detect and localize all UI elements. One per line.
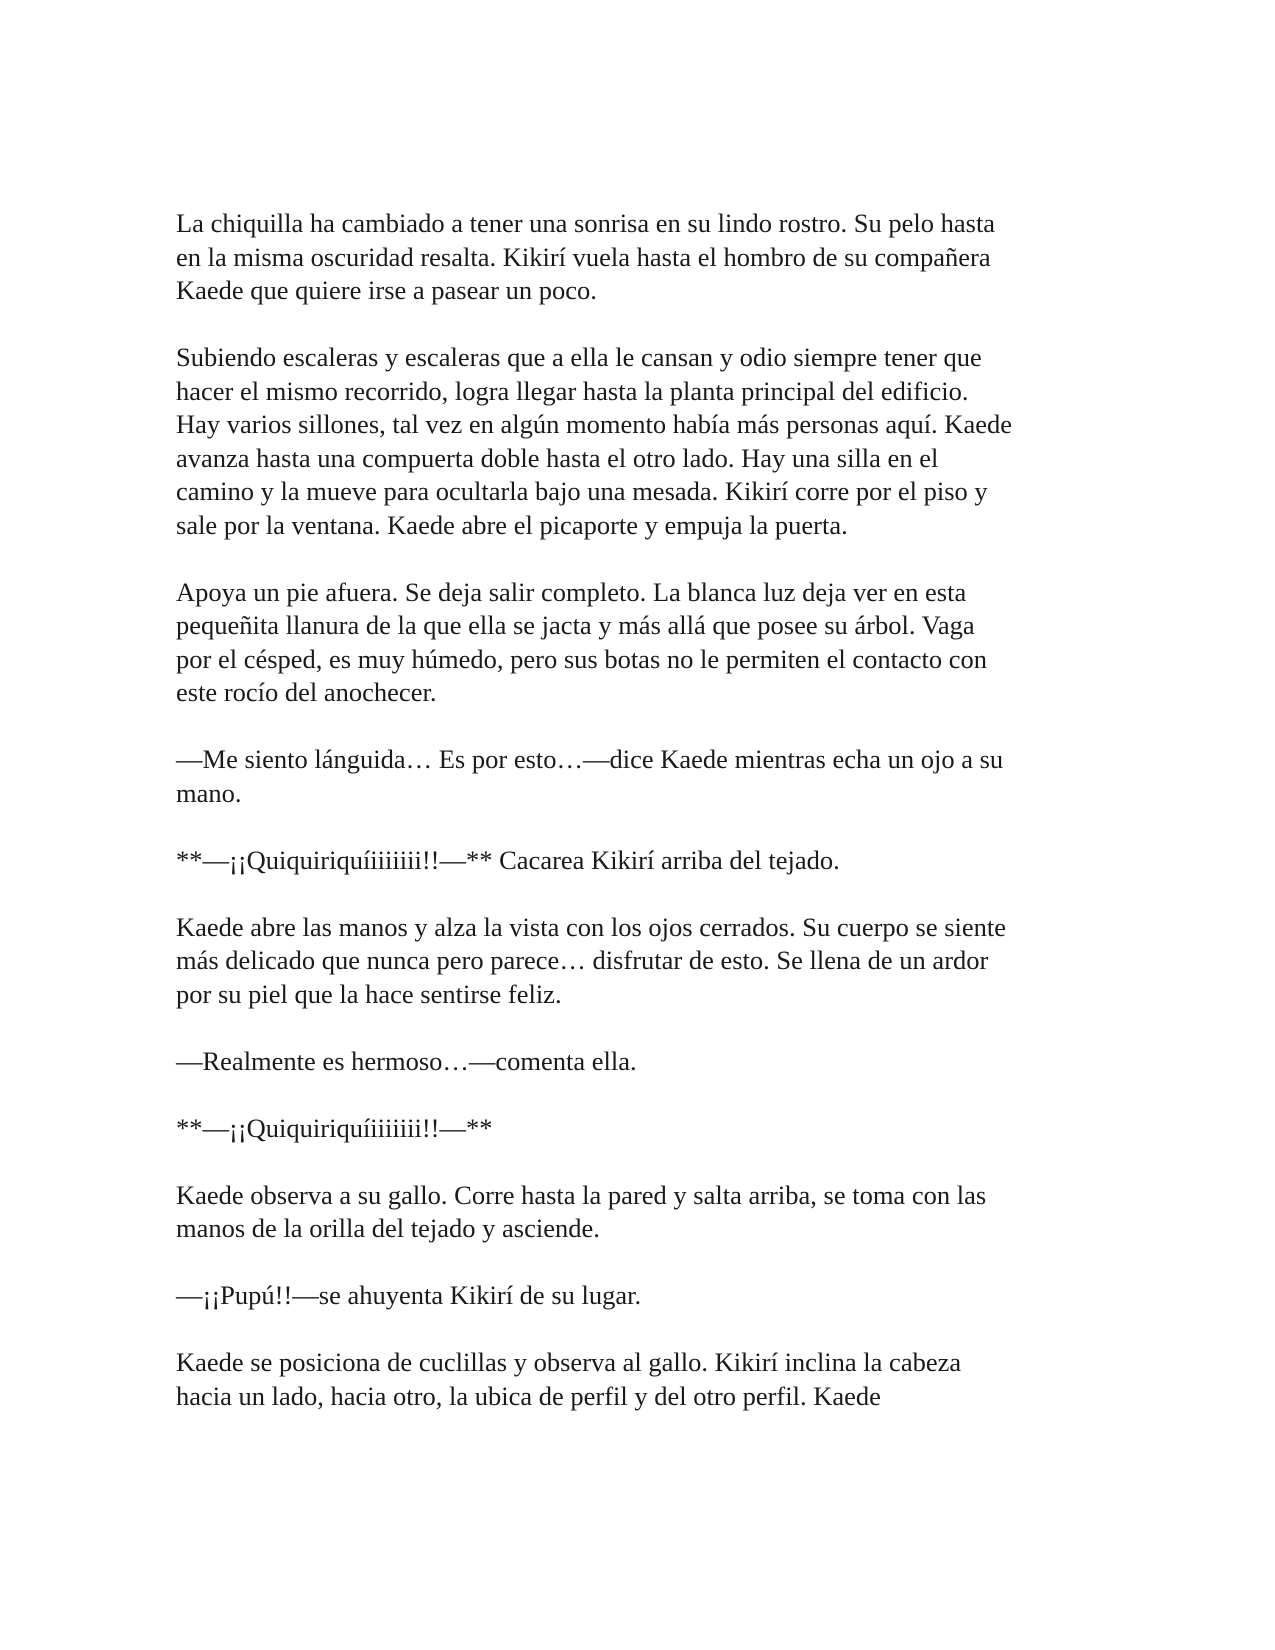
paragraph-1: La chiquilla ha cambiado a tener una sonrisa en su lindo rostro. Su pelo hasta en la misma oscuridad resalta. Kikirí vuela hasta el hombro de su compañera Kaede que quiere irse a pasear un poco. <box>176 208 996 305</box>
paragraph-6: Kaede abre las manos y alza la vista con los ojos cerrados. Su cuerpo se siente más delicado que nunca pero parece… disfrutar de esto. Se llena de un ardor por su piel que la hace sentirse feliz. <box>176 911 1007 1009</box>
paragraph-9: Kaede observa a su gallo. Corre hasta la pared y salta arriba, se toma con las manos de la orilla del tejado y asciende. <box>176 1179 987 1243</box>
document-body <box>176 207 1116 1447</box>
paragraph-2: Subiendo escaleras y escaleras que a ella le cansan y odio siempre tener que hacer el mismo recorrido, logra llegar hasta la planta principal del edificio. Hay varios sillones, tal vez en algún momento había más personas aquí. Kaede avanza hasta una compuerta doble hasta el otro lado. Hay una silla en el camino y la mueve para ocultarla bajo una mesada. Kikirí corre por el piso y sale por la ventana. Kaede abre el picaporte y empuja la puerta. <box>176 342 1012 540</box>
paragraph-3: Apoya un pie afuera. Se deja salir completo. La blanca luz deja ver en esta pequeñita llanura de la que ella se jacta y más allá que posee su árbol. Vaga por el césped, es muy húmedo, pero sus botas no le permiten el contacto con este rocío del anochecer. <box>176 576 987 707</box>
paragraph-10: —¡¡Pupú!!—se ahuyenta Kikirí de su lugar. <box>176 1280 642 1310</box>
paragraph-7: —Realmente es hermoso…—comenta ella. <box>176 1045 637 1076</box>
paragraph-8: **—¡¡Quiquiriquíiiiiiii!!—** <box>176 1112 493 1143</box>
paragraph-4: —Me siento lánguida… Es por esto…—dice Kaede mientras echa un ojo a su mano. <box>176 744 1004 808</box>
paragraph-11: Kaede se posiciona de cuclillas y observa al gallo. Kikirí inclina la cabeza hacia un lado, hacia otro, la ubica de perfil y del otro perfil. Kaede <box>176 1347 962 1411</box>
paragraph-5: **—¡¡Quiquiriquíiiiiiii!!—** Cacarea Kikirí arriba del tejado. <box>176 844 840 875</box>
